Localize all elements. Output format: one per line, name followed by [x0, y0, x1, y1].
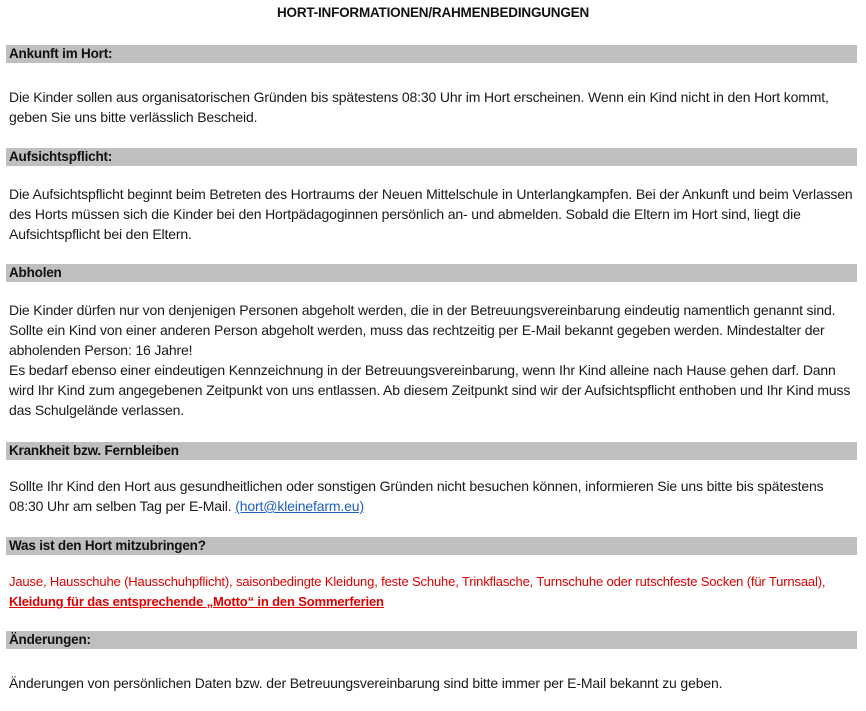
section-heading-ankunft: Ankunft im Hort: [6, 45, 857, 63]
section-heading-abholen: Abholen [6, 264, 857, 282]
paragraph-krankheit [9, 476, 854, 516]
section-heading-krankheit: Krankheit bzw. Fernbleiben [6, 442, 857, 460]
mitbringen-emphasis: Kleidung für das entsprechende „Motto“ in den Sommerferien [9, 594, 384, 609]
mitbringen-list: Jause, Hausschuhe (Hausschuhpflicht), saisonbedingte Kleidung, feste Schuhe, Trinkflasche, Turnschuhe oder rutschfeste Socken (für Turnsaal), [9, 574, 826, 589]
email-link[interactable]: (hort@kleinefarm.eu) [235, 498, 364, 514]
section-text-krankheit [9, 476, 854, 516]
paragraph-abholen-1: Die Kinder dürfen nur von denjenigen Personen abgeholt werden, die in der Betreuungsvereinbarung eindeutig namentlich genannt sind. Sollte ein Kind von einer anderen Person abgeholt werden, muss das rechtzeitig per E-Mail bekannt gegeben werden. Mindestalter der abholenden Person: 16 Jahre! [9, 302, 836, 358]
paragraph-abholen-2: Es bedarf ebenso einer eindeutigen Kennzeichnung in der Betreuungsvereinbarung, wenn Ihr Kind alleine nach Hause gehen darf. Dann wird Ihr Kind zum angegebenen Zeitpunkt von uns entlassen. Ab diesem Zeitpunkt sind wir der Aufsichtspflicht enthoben und Ihr Kind muss das Schulgelände verlassen. [9, 362, 851, 418]
section-text-mitbringen [9, 572, 854, 612]
section-heading-mitbringen: Was ist den Hort mitzubringen? [6, 537, 857, 555]
section-text-ankunft [9, 87, 854, 127]
paragraph-mitbringen [9, 572, 854, 612]
section-text-aenderungen [9, 673, 854, 693]
section-heading-aufsicht: Aufsichtspflicht: [6, 148, 857, 166]
krankheit-text: Sollte Ihr Kind den Hort aus gesundheitlichen oder sonstigen Gründen nicht besuchen können, informieren Sie uns bitte bis spätestens 08:30 Uhr am selben Tag per E-Mail. [9, 478, 824, 514]
section-text-abholen [9, 300, 854, 420]
paragraph-aufsicht: Die Aufsichtspflicht beginnt beim Betreten des Hortraums der Neuen Mittelschule in Unterlangkampfen. Bei der Ankunft und beim Verlassen des Horts müssen sich die Kinder bei den Hortpädagoginnen persönlich an- und abmelden. Sobald die Eltern im Hort sind, liegt die Aufsichtspflicht bei den Eltern. [9, 186, 853, 242]
paragraph-aenderungen: Änderungen von persönlichen Daten bzw. der Betreuungsvereinbarung sind bitte immer per E-Mail bekannt zu geben. [9, 675, 723, 691]
paragraph-ankunft: Die Kinder sollen aus organisatorischen Gründen bis spätestens 08:30 Uhr im Hort erscheinen. Wenn ein Kind nicht in den Hort kommt, geben Sie uns bitte verlässlich Bescheid. [9, 89, 829, 125]
section-heading-aenderungen: Änderungen: [6, 631, 857, 649]
page-title: HORT-INFORMATIONEN/RAHMENBEDINGUNGEN [276, 5, 590, 20]
section-text-aufsicht [9, 184, 854, 244]
